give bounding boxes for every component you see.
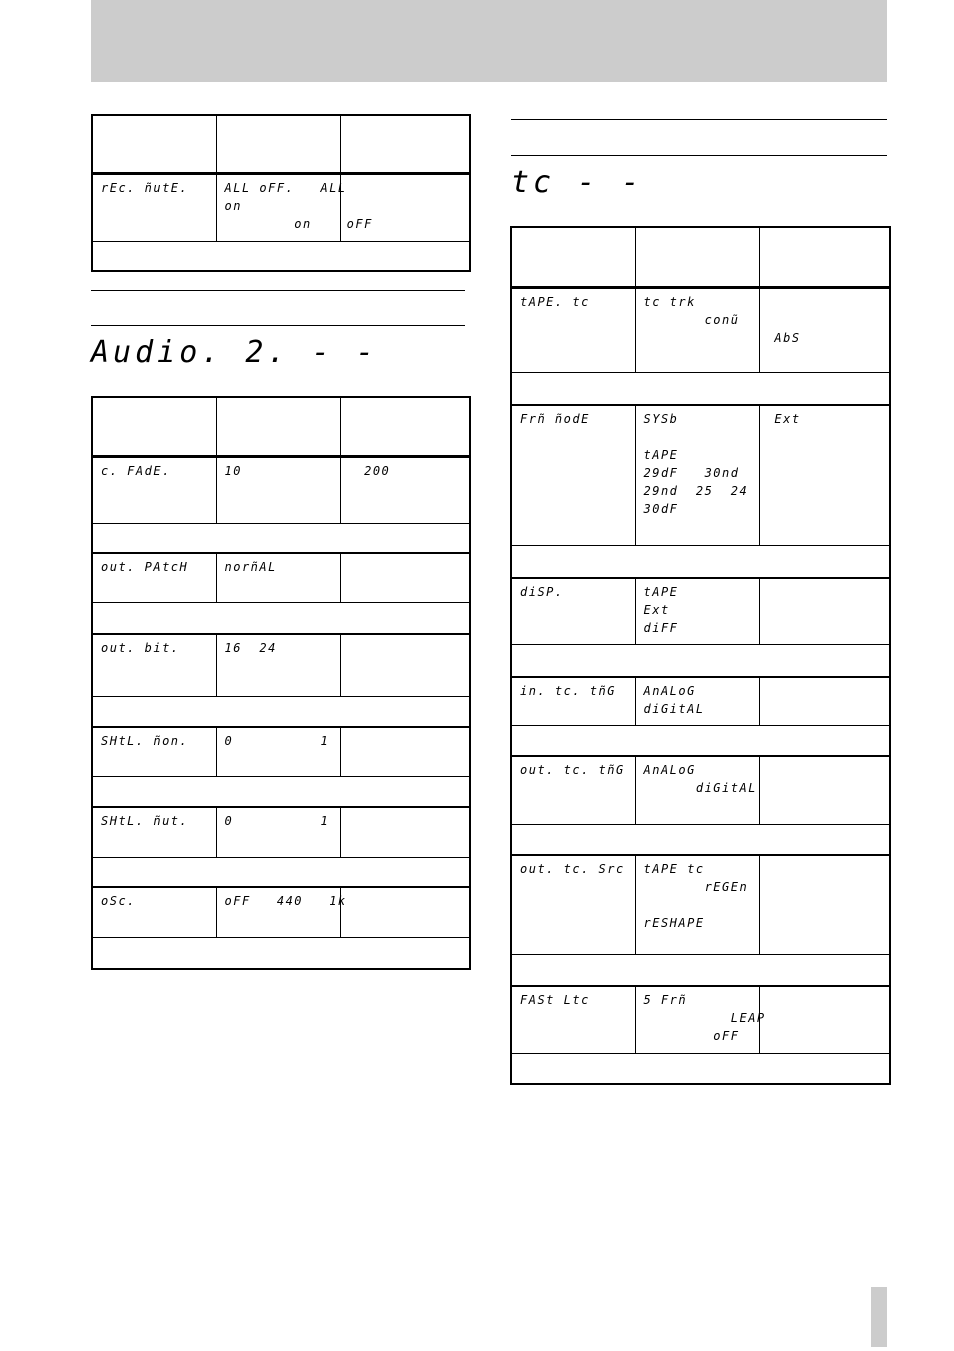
value-cell: [635, 986, 766, 1053]
desc-cell: [340, 727, 470, 776]
param-name: c. FAdE.: [101, 463, 171, 478]
param-cell: [511, 405, 635, 545]
audio2-table: [91, 396, 471, 970]
value-cell: [635, 855, 759, 954]
param-name: rEc. ñutE.: [101, 180, 189, 195]
desc-cell: [340, 634, 470, 696]
param-name: diSP.: [520, 585, 564, 599]
note-row: [511, 545, 890, 578]
param-values: 0 1: [224, 814, 330, 828]
rec-mute-table: [91, 114, 471, 272]
desc-cell: [340, 807, 470, 857]
desc-cell: [759, 986, 890, 1053]
value-cell: [216, 807, 340, 857]
param-values: SYSb Ext tAPE 29dF 30nd 29nd 25 24 30dF: [643, 412, 801, 516]
param-cell: [92, 634, 216, 696]
value-cell: [216, 553, 340, 602]
note-row: [92, 241, 470, 271]
param-name: out. bit.: [101, 641, 180, 655]
param-cell: [511, 677, 635, 725]
param-cell: [511, 855, 635, 954]
param-values: 5 Frñ LEAP oFF: [643, 993, 766, 1043]
param-name: in. tc. tñG: [520, 684, 616, 698]
value-cell: [635, 756, 759, 824]
section-rule: [511, 155, 887, 156]
param-values: 10 200: [224, 463, 391, 478]
param-cell: [511, 578, 635, 644]
param-name: FASt Ltc: [520, 993, 590, 1007]
desc-cell: [759, 287, 890, 372]
note-row: [511, 1053, 890, 1084]
param-values: tAPE Ext diFF: [643, 585, 679, 635]
header-cell: [216, 115, 340, 173]
param-values: 0 1: [224, 734, 330, 748]
value-cell: [635, 578, 759, 644]
param-name: out. PAtcH: [101, 560, 189, 574]
header-cell: [340, 115, 470, 173]
header-cell: [759, 227, 890, 287]
section-title-audio2: Audio. 2. - -: [91, 335, 378, 370]
param-cell: [92, 887, 216, 937]
param-values: tAPE tc rEGEn rESHAPE: [643, 862, 749, 930]
param-values: tc trk conũ AbS: [643, 294, 801, 345]
note-row: [511, 954, 890, 986]
note-row: [511, 644, 890, 677]
param-values: oFF 440 1k: [224, 894, 347, 908]
note-row: [92, 602, 470, 634]
param-name: oSc.: [101, 894, 136, 908]
param-values: 16 24: [224, 641, 277, 655]
header-cell: [92, 397, 216, 456]
header-cell: [216, 397, 340, 456]
param-cell: [92, 807, 216, 857]
param-cell: [92, 456, 216, 523]
section-rule: [91, 325, 465, 326]
param-values: AnALoG diGitAL: [643, 684, 705, 716]
header-cell: [635, 227, 759, 287]
value-cell: [635, 405, 801, 545]
desc-cell: [759, 405, 890, 545]
param-values: ALL oFF. ALL on on oFF: [224, 180, 373, 231]
value-cell: [216, 727, 340, 776]
desc-cell: [759, 578, 890, 644]
tc-table: [510, 226, 891, 1085]
param-name: out. tc. tñG: [520, 763, 625, 777]
desc-cell: [759, 855, 890, 954]
value-cell: [635, 287, 801, 372]
param-cell: [511, 756, 635, 824]
page-side-tab: [871, 1287, 887, 1347]
header-band: [91, 0, 887, 82]
section-title-tc: tc - -: [511, 165, 644, 200]
note-row: [511, 372, 890, 405]
header-cell: [340, 397, 470, 456]
param-cell: [92, 727, 216, 776]
section-rule: [91, 290, 465, 291]
param-values: AnALoG diGitAL: [643, 763, 757, 795]
desc-cell: [340, 553, 470, 602]
desc-cell: [759, 677, 890, 725]
param-name: out. tc. Src: [520, 862, 625, 876]
note-row: [511, 824, 890, 855]
value-cell: [635, 677, 759, 725]
note-row: [511, 725, 890, 756]
header-cell: [511, 227, 635, 287]
param-name: tAPE. tc: [520, 294, 590, 309]
value-cell: [216, 456, 391, 523]
section-rule: [511, 119, 887, 120]
header-cell: [92, 115, 216, 173]
param-cell: [511, 287, 635, 372]
param-name: Frñ ñodE: [520, 412, 590, 426]
note-row: [92, 696, 470, 727]
note-row: [92, 857, 470, 887]
param-cell: [511, 986, 635, 1053]
param-name: SHtL. ñon.: [101, 734, 189, 748]
value-cell: [216, 173, 373, 241]
param-values: norñAL: [224, 560, 277, 574]
value-cell: [216, 634, 340, 696]
param-name: SHtL. ñut.: [101, 814, 189, 828]
note-row: [92, 523, 470, 553]
note-row: [92, 776, 470, 807]
note-row: [92, 937, 470, 969]
param-cell: [92, 173, 216, 241]
value-cell: [216, 887, 347, 937]
desc-cell: [759, 756, 890, 824]
desc-cell: [340, 887, 470, 937]
param-cell: [92, 553, 216, 602]
